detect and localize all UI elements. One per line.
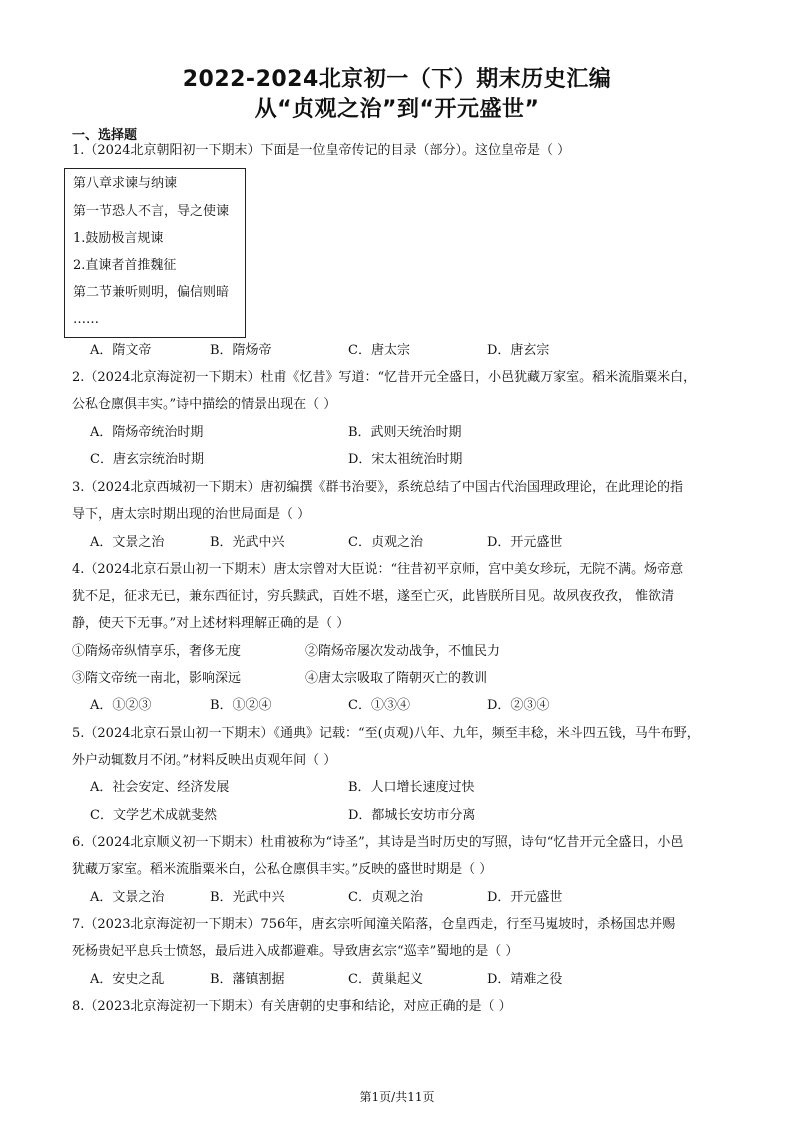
question-6-text: 犹藏万家室。稻米流脂粟米白，公私仓廪俱丰实。”反映的盛世时期是（ ） <box>72 862 493 877</box>
question-1-option-d: D．唐玄宗 <box>487 343 550 358</box>
box-line: 第一节恐人不言，导之使谏 <box>73 204 230 219</box>
question-1-option-c: C．唐太宗 <box>348 343 410 358</box>
question-7-option-a: A．安史之乱 <box>90 972 165 987</box>
question-4-statement-3: ③隋文帝统一南北，影响深远 <box>72 671 242 686</box>
question-5-option-b: B．人口增长速度过快 <box>348 780 475 795</box>
box-line: …… <box>73 312 99 327</box>
question-6-option-c: C．贞观之治 <box>348 890 423 905</box>
question-5-option-c: C．文学艺术成就斐然 <box>90 808 217 823</box>
question-4-option-d: D．②③④ <box>487 698 550 713</box>
question-3-text: 3.（2024北京西城初一下期末）唐初编撰《群书治要》，系统总结了中国古代治国理政理论，在此理论的指 <box>72 480 683 495</box>
question-1-option-a: A．隋文帝 <box>90 343 152 358</box>
question-1-text: 1.（2024北京朝阳初一下期末）下面是一位皇帝传记的目录（部分）。这位皇帝是（ ） <box>72 143 571 158</box>
box-line: 2.直谏者首推魏征 <box>73 258 177 273</box>
page-number: 第1页/共11页 <box>359 1090 435 1104</box>
question-4-text: 犹不足，征求无已，兼东西征讨，穷兵黩武，百姓不堪，遂至亡灭，此皆朕所目见。故夙夜孜孜， 惟欲清 <box>72 589 675 604</box>
question-7-option-d: D．靖难之役 <box>487 972 563 987</box>
question-5-text: 外户动辄数月不闭。”材料反映出贞观年间（ ） <box>72 753 337 768</box>
question-4-statement-2: ②隋炀帝屡次发动战争，不恤民力 <box>305 644 501 659</box>
question-7-option-b: B．藩镇割据 <box>210 972 285 987</box>
question-3-option-a: A．文景之治 <box>90 535 165 550</box>
question-2-text: 公私仓廪俱丰实。”诗中描绘的情景出现在（ ） <box>72 397 337 412</box>
question-3-option-d: D．开元盛世 <box>487 535 563 550</box>
question-3-option-c: C．贞观之治 <box>348 535 423 550</box>
question-2-option-a: A．隋炀帝统治时期 <box>90 425 204 440</box>
document-title-line1: 2022-2024北京初一（下）期末历史汇编 <box>182 67 612 92</box>
question-4-statement-4: ④唐太宗吸取了隋朝灭亡的教训 <box>305 671 488 686</box>
question-7-text: 死杨贵妃平息兵士愤怒，最后进入成都避难。导致唐玄宗“巡幸”蜀地的是（ ） <box>72 944 519 959</box>
question-8-text: 8.（2023北京海淀初一下期末）有关唐朝的史事和结论，对应正确的是（ ） <box>72 999 512 1014</box>
question-6-option-a: A．文景之治 <box>90 890 165 905</box>
document-title-line2: 从“贞观之治”到“开元盛世” <box>254 97 540 122</box>
box-line: 第二节兼听则明，偏信则暗 <box>73 285 230 300</box>
question-4-statement-1: ①隋炀帝纵情享乐，奢侈无度 <box>72 644 242 659</box>
question-4-option-b: B．①②④ <box>210 698 272 713</box>
question-3-option-b: B．光武中兴 <box>210 535 285 550</box>
section-heading: 一、选择题 <box>72 128 138 143</box>
question-3-text: 导下，唐太宗时期出现的治世局面是（ ） <box>72 507 311 522</box>
box-line: 第八章求谏与纳谏 <box>73 176 178 191</box>
question-5-option-d: D．都城长安坊市分离 <box>348 808 476 823</box>
question-2-option-d: D．宋太祖统治时期 <box>348 452 463 467</box>
question-4-text: 静，使天下无事。”对上述材料理解正确的是（ ） <box>72 616 350 631</box>
question-5-text: 5.（2024北京石景山初一下期末）《通典》记载：“至(贞观)八年、九年，频至丰稔，米斗四五钱，马牛布野， <box>72 726 700 741</box>
question-2-text: 2.（2024北京海淀初一下期末）杜甫《忆昔》写道：“忆昔开元全盛日，小邑犹藏万家室。稻米流脂粟米白， <box>72 370 697 385</box>
question-7-option-c: C．黄巢起义 <box>348 972 423 987</box>
question-2-option-b: B．武则天统治时期 <box>348 425 462 440</box>
question-4-text: 4.（2024北京石景山初一下期末）唐太宗曾对大臣说：“往昔初平京师，宫中美女珍玩，无院不满。炀帝意 <box>72 562 684 577</box>
question-6-text: 6.（2024北京顺义初一下期末）杜甫被称为“诗圣”，其诗是当时历史的写照，诗句“忆昔开元全盛日，小邑 <box>72 835 684 850</box>
question-4-option-c: C．①③④ <box>348 698 410 713</box>
question-5-option-a: A．社会安定、经济发展 <box>90 780 230 795</box>
question-4-option-a: A．①②③ <box>90 698 152 713</box>
question-7-text: 7.（2023北京海淀初一下期末）756年，唐玄宗听闻潼关陷落，仓皇西走，行至马嵬坡时，杀杨国忠并赐 <box>72 917 676 932</box>
question-1-option-b: B．隋炀帝 <box>210 343 272 358</box>
box-line: 1.鼓励极言规谏 <box>73 231 164 246</box>
question-1-contents-box <box>64 168 246 338</box>
question-6-option-d: D．开元盛世 <box>487 890 563 905</box>
question-2-option-c: C．唐玄宗统治时期 <box>90 452 204 467</box>
question-6-option-b: B．光武中兴 <box>210 890 285 905</box>
